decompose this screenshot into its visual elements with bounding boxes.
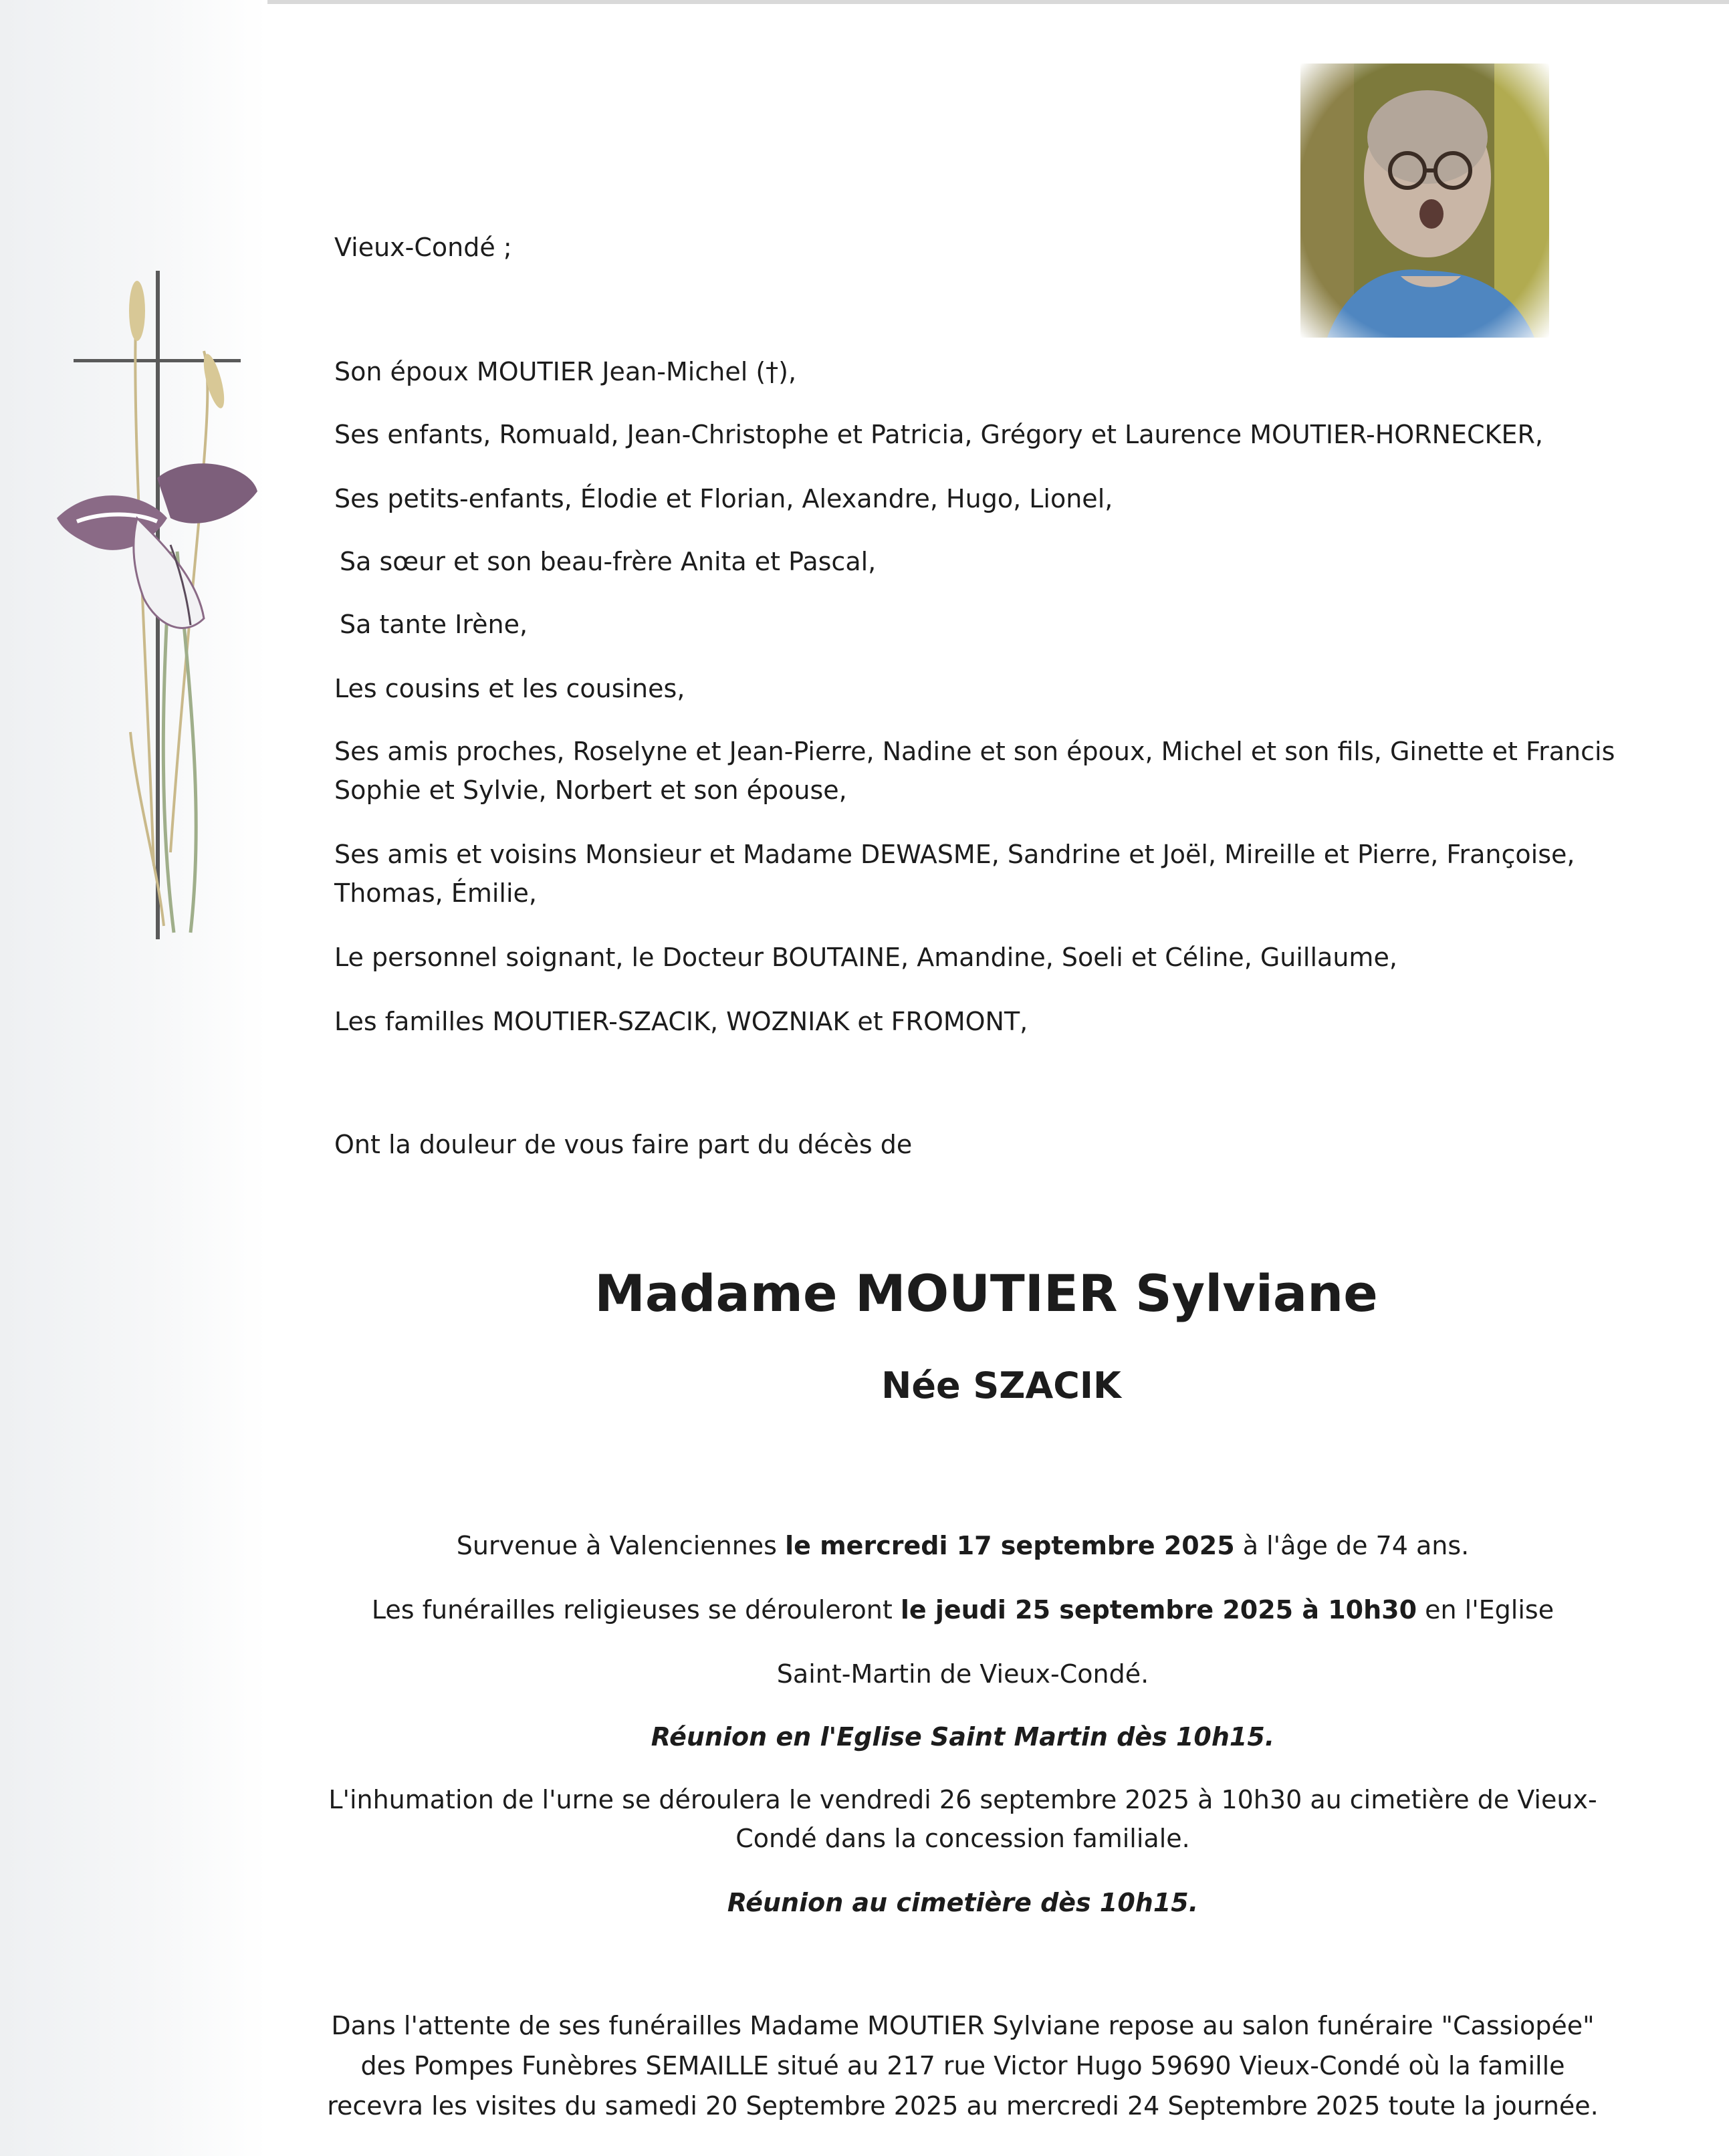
family-line: Sophie et Sylvie, Norbert et son épouse, <box>334 775 847 805</box>
family-line: Le personnel soignant, le Docteur BOUTAINE, Amandine, Soeli et Céline, Guillaume, <box>334 943 1397 972</box>
family-line: Son époux MOUTIER Jean-Michel (†), <box>334 357 797 386</box>
wheat-ear-icon <box>129 281 228 410</box>
funeral-suffix: en l'Eglise <box>1417 1595 1554 1625</box>
family-line: Sa sœur et son beau-frère Anita et Pascal, <box>340 547 877 576</box>
funeral-meeting: Réunion en l'Eglise Saint Martin dès 10h15. <box>651 1722 1275 1752</box>
death-suffix: à l'âge de 74 ans. <box>1234 1531 1470 1560</box>
cross-lily-decoration <box>37 264 277 946</box>
funeral-place: Saint-Martin de Vieux-Condé. <box>776 1659 1149 1689</box>
family-line: Ses amis proches, Roselyne et Jean-Pierre, Nadine et son époux, Michel et son fils, Ginette et Francis <box>334 737 1615 766</box>
family-line: Thomas, Émilie, <box>334 878 537 908</box>
family-line: Ses enfants, Romuald, Jean-Christophe et Patricia, Grégory et Laurence MOUTIER-HORNECKER, <box>334 420 1543 449</box>
funeral-prefix: Les funérailles religieuses se dérouleront <box>371 1595 901 1625</box>
death-date: le mercredi 17 septembre 2025 <box>785 1531 1235 1560</box>
visitation-line: recevra les visites du samedi 20 Septembre 2025 au mercredi 24 Septembre 2025 toute la journée. <box>327 2091 1599 2121</box>
visitation-line: des Pompes Funèbres SEMAILLE situé au 217 rue Victor Hugo 59690 Vieux-Condé où la famille <box>360 2051 1565 2080</box>
family-line: Ses amis et voisins Monsieur et Madame DEWASME, Sandrine et Joël, Mireille et Pierre, Françoise, <box>334 840 1575 869</box>
family-line: Les familles MOUTIER-SZACIK, WOZNIAK et FROMONT, <box>334 1007 1028 1036</box>
burial-line-2: Condé dans la concession familiale. <box>735 1824 1190 1853</box>
town-header: Vieux-Condé ; <box>334 233 512 262</box>
burial-line-1: L'inhumation de l'urne se déroulera le vendredi 26 septembre 2025 à 10h30 au cimetière de Vieux- <box>328 1785 1597 1814</box>
deceased-name: Madame MOUTIER Sylviane <box>594 1264 1378 1323</box>
deceased-portrait-photo <box>1300 64 1549 338</box>
family-line: Sa tante Irène, <box>340 610 528 639</box>
cross-horizontal-beam <box>74 359 241 362</box>
family-line: Ses petits-enfants, Élodie et Florian, Alexandre, Hugo, Lionel, <box>334 484 1113 513</box>
family-line: Les cousins et les cousines, <box>334 674 685 703</box>
death-notice <box>294 1527 1631 1564</box>
funeral-notice <box>294 1591 1631 1629</box>
visitation-line: Dans l'attente de ses funérailles Madame MOUTIER Sylviane repose au salon funéraire "Cassiopée" <box>331 2011 1595 2040</box>
deceased-birth-name: Née SZACIK <box>881 1364 1121 1407</box>
funeral-date: le jeudi 25 septembre 2025 à 10h30 <box>900 1595 1417 1625</box>
burial-meeting: Réunion au cimetière dès 10h15. <box>727 1888 1199 1917</box>
death-prefix: Survenue à Valenciennes <box>456 1531 786 1560</box>
announcement-text: Ont la douleur de vous faire part du décès de <box>334 1130 913 1159</box>
